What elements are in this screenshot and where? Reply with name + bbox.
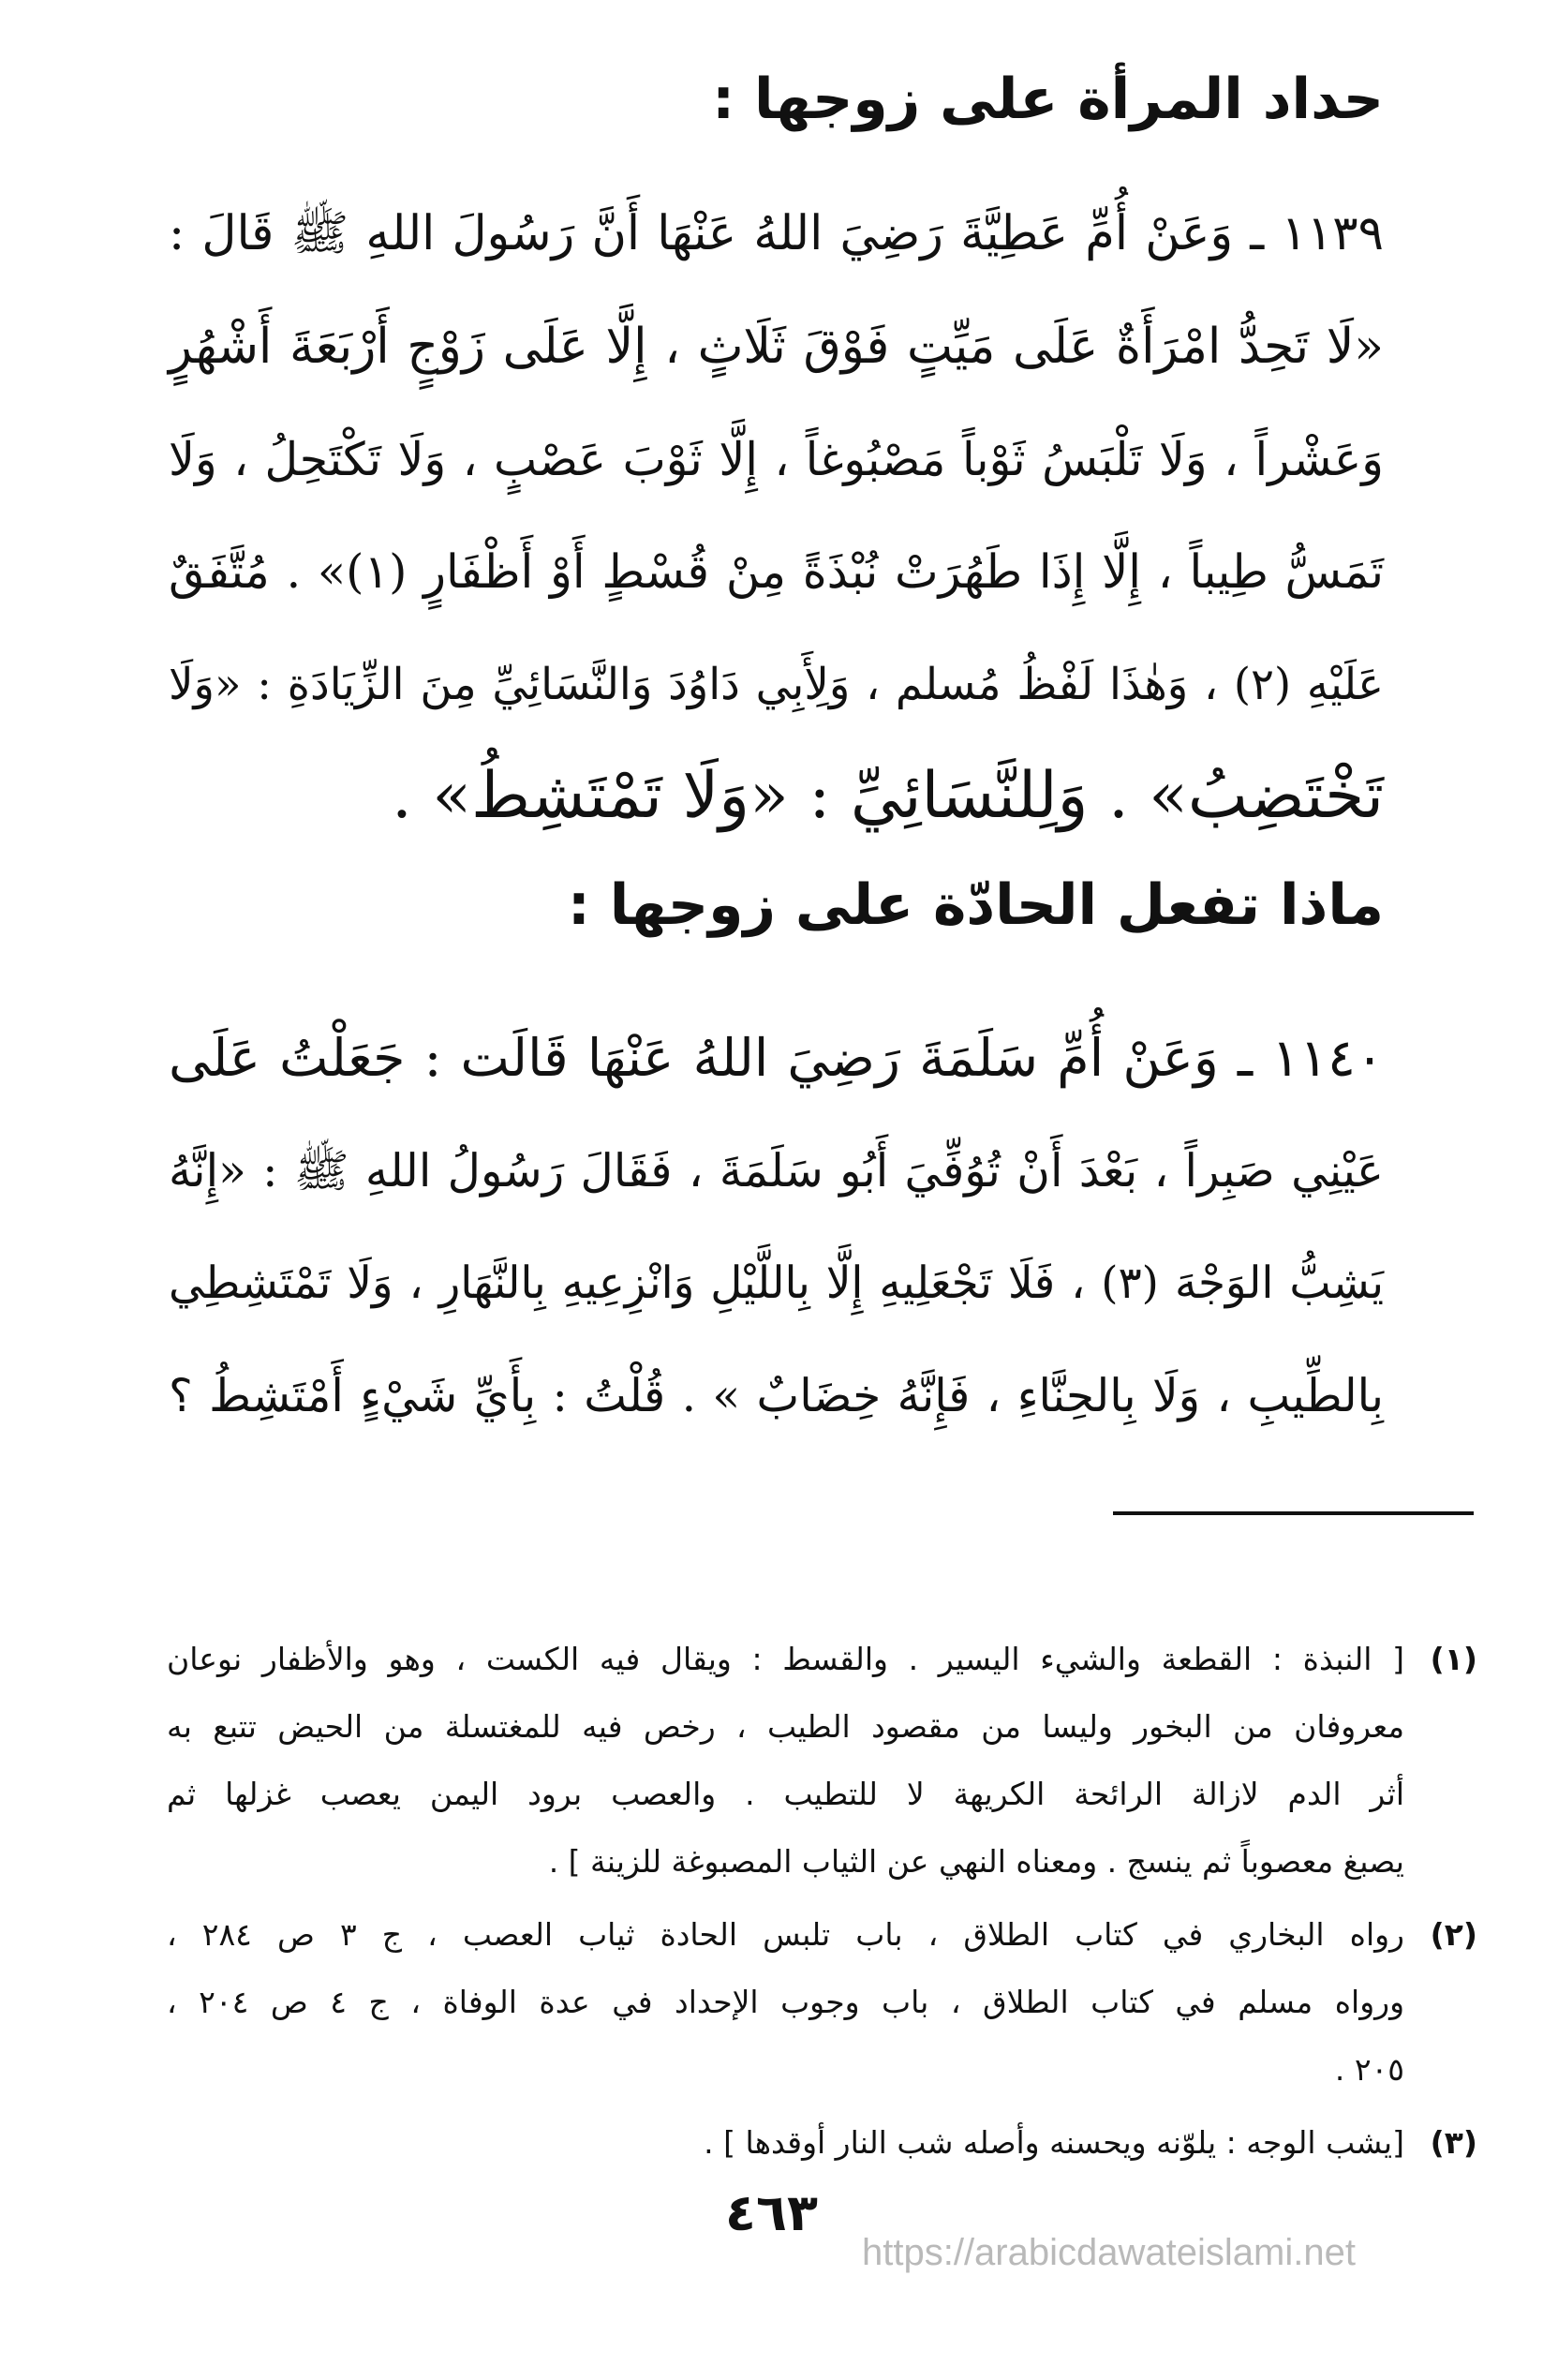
footnote-line: معروفان من البخور وليسا من مقصود الطيب ، رخص فيه للمغتسلة من الحيض تتبع به [167,1708,1404,1745]
footnote-number: (٢) [1430,1916,1477,1953]
footnote-line: [ النبذة : القطعة والشيء اليسير . والقسط : ويقال فيه الكست ، وهو والأظفار نوعان [167,1641,1404,1677]
footnote-line: يصبغ معصوباً ثم ينسج . ومعناه النهي عن الثياب المصبوغة للزينة ] . [548,1843,1404,1880]
hadith-line: يَشِبُّ الوَجْهَ (٣) ، فَلَا تَجْعَلِيهِ إِلَّا بِاللَّيْلِ وَانْزِعِيهِ بِالنَّهَارِ ، وَلَا تَمْتَشِطِي [169,1258,1385,1309]
footnote-1 [167,1626,1477,1896]
hadith-line: تَمَسُّ طِيباً ، إِلَّا إِذَا طَهُرَتْ نُبْذَةً مِنْ قُسْطٍ أَوْ أَظْفَارٍ (١)» . مُتَّفَقٌ [169,544,1384,599]
footnote-line: ٢٠٥ . [1334,2051,1404,2088]
section-heading-mourning: حداد المرأة على زوجها : [712,67,1384,132]
footnote-separator [1113,1511,1474,1515]
footnote-line: ورواه مسلم في كتاب الطلاق ، باب وجوب الإحداد في عدة الوفاة ، ج ٤ ص ٢٠٤ ، [167,1984,1404,2020]
footnote-2 [167,1901,1477,2104]
page-number: ٤٦٣ [725,2183,818,2242]
section-heading-what-to-do: ماذا تفعل الحادّة على زوجها : [567,872,1384,938]
hadith-line: عَلَيْهِ (٢) ، وَهٰذَا لَفْظُ مُسلم ، وَلِأَبِي دَاوُدَ وَالنَّسَائِيِّ مِنَ الزِّيَادَةِ : «وَلَا [169,659,1384,709]
watermark-url: https://arabicdawateislami.net [862,2232,1356,2273]
hadith-1139 [169,178,1384,853]
hadith-line: ١١٣٩ ـ وَعَنْ أُمِّ عَطِيَّةَ رَضِيَ اللهُ عَنْهَا أَنَّ رَسُولَ اللهِ ﷺ قَالَ : [169,206,1384,261]
footnote-number: (٣) [1430,2124,1477,2161]
footnote-line: رواه البخاري في كتاب الطلاق ، باب تلبس الحادة ثياب العصب ، ج ٣ ص ٢٨٤ ، [167,1916,1404,1953]
footnote-line: [يشب الوجه : يلوّنه ويحسنه وأصله شب النار أوقدها ] . [704,2124,1404,2161]
footnote-3 [167,2109,1477,2177]
hadith-line: عَيْنِي صَبِراً ، بَعْدَ أَنْ تُوُفِّيَ أَبُو سَلَمَةَ ، فَقَالَ رَسُولُ اللهِ ﷺ : «إِنَّهُ [169,1145,1384,1197]
hadith-1140 [169,1003,1384,1452]
footnote-number: (١) [1430,1641,1477,1677]
hadith-line: وَعَشْراً ، وَلَا تَلْبَسُ ثَوْباً مَصْبُوغاً ، إِلَّا ثَوْبَ عَصْبٍ ، وَلَا تَكْتَحِلُ ، وَلَا [169,432,1384,486]
footnotes [167,1626,1477,2177]
hadith-line: «لَا تَحِدُّ امْرَأَةٌ عَلَى مَيِّتٍ فَوْقَ ثَلَاثٍ ، إِلَّا عَلَى زَوْجٍ أَرْبَعَةَ أَشْهُرٍ [169,319,1384,375]
hadith-line: ١١٤٠ ـ وَعَنْ أُمِّ سَلَمَةَ رَضِيَ اللهُ عَنْهَا قَالَت : جَعَلْتُ عَلَى [169,1028,1384,1089]
footnote-line: أثر الدم لازالة الرائحة الكريهة لا للتطيب . والعصب برود اليمن يعصب غزلها ثم [167,1776,1404,1812]
hadith-line: بِالطِّيبِ ، وَلَا بِالحِنَّاءِ ، فَإِنَّهُ خِضَابٌ » . قُلْتُ : بِأَيِّ شَيْءٍ أَمْتَشِطُ ؟ [169,1370,1384,1422]
hadith-line: تَخْتَضِبُ» . وَلِلنَّسَائِيِّ : «وَلَا تَمْتَشِطُ» . [392,759,1384,833]
